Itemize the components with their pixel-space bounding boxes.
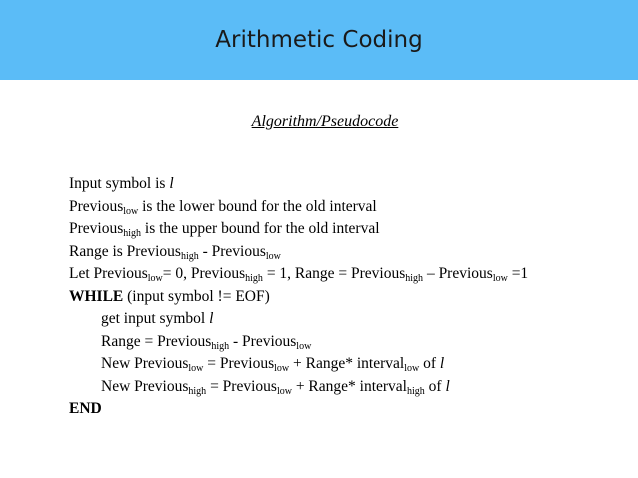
slide-title: Arithmetic Coding	[215, 27, 423, 53]
variable-l: l	[209, 310, 214, 327]
keyword-end: END	[69, 400, 102, 417]
code-line-4: Range is Previous$_{high}$ - Previous$_{low}$	[69, 242, 281, 262]
variable-l: l	[169, 175, 174, 192]
subtitle: Algorithm/Pseudocode	[251, 113, 399, 130]
code-line-9: New Previous$_{low}$ = Previous$_{low}$ + Range* interval$_{low}$ of l	[101, 355, 445, 374]
code-line-2: Previous$_{low}$ is the lower bound for the old interval	[69, 197, 377, 217]
code-line-1: Input symbol is l	[69, 175, 174, 192]
code-line-3: Previous$_{high}$ is the upper bound for the old interval	[69, 220, 380, 239]
code-line-7: get input symbol l	[101, 310, 214, 327]
keyword-while: WHILE	[69, 287, 124, 305]
code-line-8: Range = Previous$_{high}$ - Previous$_{low}$	[101, 332, 312, 352]
variable-l: l	[445, 377, 450, 395]
code-line-11	[69, 398, 629, 421]
code-line-5: Let Previous$_{low}$= 0, Previous$_{high}$ = 1, Range = Previous$_{high}$ – Previous$_{low}$ =1	[69, 265, 529, 284]
code-line-10: New Previous$_{high}$ = Previous$_{low}$ + Range* interval$_{high}$ of l	[101, 377, 450, 397]
variable-l: l	[439, 355, 445, 372]
pseudocode-block	[69, 173, 629, 421]
code-line-6: WHILE (input symbol != EOF)	[69, 287, 270, 305]
